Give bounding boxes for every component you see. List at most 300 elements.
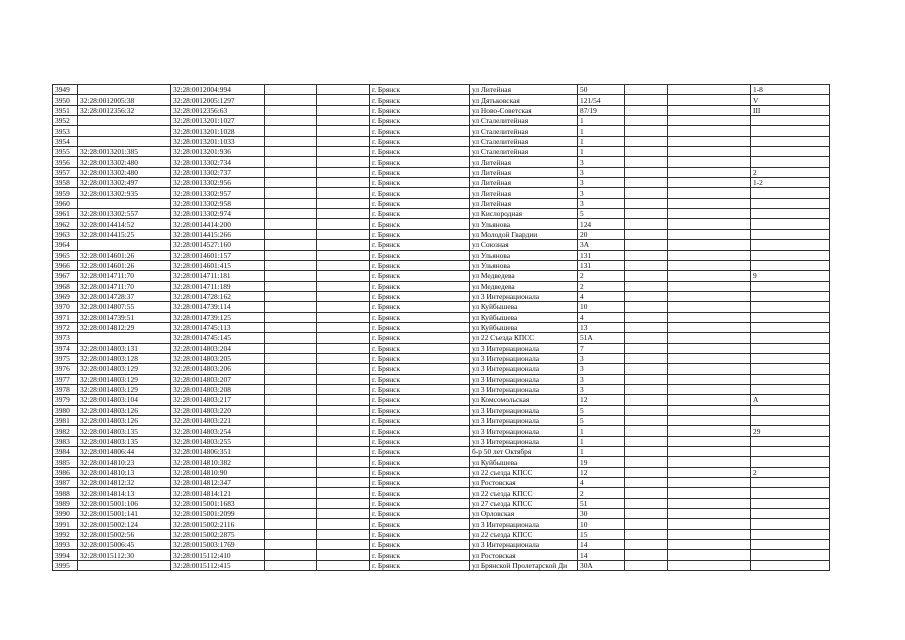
empty-cell-c (625, 167, 668, 177)
unit-cell (751, 209, 830, 219)
street-cell: ул Куйбышева (470, 322, 578, 332)
house-number-cell: 3 (578, 178, 625, 188)
cadastral-parcel-cell: 32:28:0014414:52 (78, 219, 171, 229)
empty-cell-c (625, 384, 668, 394)
row-number-cell: 3990 (53, 509, 78, 519)
empty-cell-d (668, 333, 751, 343)
cadastral-parcel-cell (78, 240, 171, 250)
street-cell: ул 3 Интернационала (470, 416, 578, 426)
house-number-cell: 1 (578, 116, 625, 126)
empty-cell-b (317, 312, 370, 322)
empty-cell-c (625, 322, 668, 332)
city-cell: г. Брянск (370, 384, 470, 394)
empty-cell-d (668, 291, 751, 301)
unit-cell (751, 353, 830, 363)
cadastral-parcel-cell: 32:28:0014711:70 (78, 281, 171, 291)
empty-cell-b (317, 457, 370, 467)
empty-cell-b (317, 333, 370, 343)
cadastral-parcel-cell: 32:28:0014803:129 (78, 384, 171, 394)
cadastral-parcel-cell: 32:28:0014812:32 (78, 478, 171, 488)
unit-cell (751, 157, 830, 167)
empty-cell-a (265, 312, 317, 322)
empty-cell-d (668, 188, 751, 198)
row-number-cell: 3958 (53, 178, 78, 188)
cadastral-parcel-cell: 32:28:0013201:385 (78, 147, 171, 157)
street-cell: ул Литейная (470, 157, 578, 167)
empty-cell-a (265, 374, 317, 384)
empty-cell-a (265, 302, 317, 312)
cadastral-object-cell: 32:28:0015001:1683 (171, 498, 265, 508)
cadastral-parcel-cell: 32:28:0015006:45 (78, 540, 171, 550)
empty-cell-b (317, 560, 370, 570)
table-row (53, 95, 830, 105)
city-cell: г. Брянск (370, 219, 470, 229)
city-cell: г. Брянск (370, 147, 470, 157)
empty-cell-c (625, 281, 668, 291)
house-number-cell: 50 (578, 85, 625, 95)
unit-cell (751, 229, 830, 239)
empty-cell-a (265, 498, 317, 508)
empty-cell-b (317, 519, 370, 529)
unit-cell (751, 519, 830, 529)
unit-cell (751, 478, 830, 488)
street-cell: ул Куйбышева (470, 457, 578, 467)
unit-cell (751, 550, 830, 560)
empty-cell-b (317, 291, 370, 301)
table-row (53, 509, 830, 519)
empty-cell-a (265, 457, 317, 467)
house-number-cell: 3 (578, 364, 625, 374)
empty-cell-a (265, 229, 317, 239)
house-number-cell: 5 (578, 209, 625, 219)
house-number-cell: 14 (578, 550, 625, 560)
city-cell: г. Брянск (370, 467, 470, 477)
house-number-cell: 3 (578, 353, 625, 363)
cadastral-object-cell: 32:28:0014745:145 (171, 333, 265, 343)
table-row (53, 478, 830, 488)
table-row (53, 498, 830, 508)
cadastral-parcel-cell: 32:28:0014711:70 (78, 271, 171, 281)
table-row (53, 240, 830, 250)
house-number-cell: 12 (578, 395, 625, 405)
unit-cell (751, 488, 830, 498)
empty-cell-a (265, 488, 317, 498)
empty-cell-a (265, 416, 317, 426)
cadastral-object-cell: 32:28:0014415:266 (171, 229, 265, 239)
cadastral-object-cell: 32:28:0014711:181 (171, 271, 265, 281)
empty-cell-d (668, 353, 751, 363)
empty-cell-a (265, 364, 317, 374)
table-row (53, 312, 830, 322)
empty-cell-b (317, 105, 370, 115)
cadastral-object-cell: 32:28:0014810:90 (171, 467, 265, 477)
street-cell: ул Кислородная (470, 209, 578, 219)
table-row (53, 105, 830, 115)
cadastral-parcel-cell: 32:28:0015001:106 (78, 498, 171, 508)
empty-cell-c (625, 509, 668, 519)
row-number-cell: 3979 (53, 395, 78, 405)
empty-cell-d (668, 147, 751, 157)
street-cell: ул 3 Интернационала (470, 405, 578, 415)
cadastral-parcel-cell (78, 333, 171, 343)
table-row (53, 126, 830, 136)
empty-cell-c (625, 478, 668, 488)
empty-cell-a (265, 105, 317, 115)
house-number-cell: 10 (578, 519, 625, 529)
row-number-cell: 3985 (53, 457, 78, 467)
table-row (53, 333, 830, 343)
empty-cell-a (265, 467, 317, 477)
cadastral-parcel-cell: 32:28:0014803:126 (78, 416, 171, 426)
cadastral-parcel-cell: 32:28:0014803:128 (78, 353, 171, 363)
empty-cell-a (265, 281, 317, 291)
unit-cell (751, 447, 830, 457)
cadastral-object-cell: 32:28:0014814:121 (171, 488, 265, 498)
house-number-cell: 3А (578, 240, 625, 250)
empty-cell-c (625, 271, 668, 281)
table-row (53, 260, 830, 270)
city-cell: г. Брянск (370, 519, 470, 529)
house-number-cell: 4 (578, 291, 625, 301)
empty-cell-b (317, 271, 370, 281)
street-cell: ул 3 Интернационала (470, 374, 578, 384)
empty-cell-d (668, 240, 751, 250)
empty-cell-d (668, 509, 751, 519)
empty-cell-b (317, 405, 370, 415)
row-number-cell: 3967 (53, 271, 78, 281)
table-row (53, 436, 830, 446)
row-number-cell: 3956 (53, 157, 78, 167)
row-number-cell: 3984 (53, 447, 78, 457)
cadastral-parcel-cell: 32:28:0014803:135 (78, 436, 171, 446)
row-number-cell: 3950 (53, 95, 78, 105)
cadastral-parcel-cell: 32:28:0014812:29 (78, 322, 171, 332)
house-number-cell: 2 (578, 271, 625, 281)
cadastral-object-cell: 32:28:0014728:162 (171, 291, 265, 301)
cadastral-parcel-cell: 32:28:0014803:129 (78, 374, 171, 384)
street-cell: ул 3 Интернационала (470, 519, 578, 529)
empty-cell-d (668, 416, 751, 426)
house-number-cell: 1 (578, 136, 625, 146)
cadastral-object-cell: 32:28:0014803:205 (171, 353, 265, 363)
street-cell: ул Медведева (470, 281, 578, 291)
empty-cell-a (265, 560, 317, 570)
house-number-cell: 5 (578, 416, 625, 426)
table-row (53, 219, 830, 229)
street-cell: ул 3 Интернационала (470, 291, 578, 301)
cadastral-object-cell: 32:28:0014527:160 (171, 240, 265, 250)
empty-cell-d (668, 478, 751, 488)
empty-cell-d (668, 447, 751, 457)
table-row (53, 291, 830, 301)
unit-cell (751, 198, 830, 208)
street-cell: ул 3 Интернационала (470, 540, 578, 550)
row-number-cell: 3993 (53, 540, 78, 550)
row-number-cell: 3988 (53, 488, 78, 498)
empty-cell-a (265, 291, 317, 301)
empty-cell-d (668, 126, 751, 136)
empty-cell-b (317, 260, 370, 270)
empty-cell-a (265, 405, 317, 415)
row-number-cell: 3955 (53, 147, 78, 157)
table-row (53, 85, 830, 95)
cadastral-parcel-cell: 32:28:0014415:25 (78, 229, 171, 239)
city-cell: г. Брянск (370, 333, 470, 343)
empty-cell-b (317, 322, 370, 332)
city-cell: г. Брянск (370, 478, 470, 488)
street-cell: ул Куйбышева (470, 312, 578, 322)
empty-cell-a (265, 188, 317, 198)
cadastral-object-cell: 32:28:0014803:206 (171, 364, 265, 374)
empty-cell-d (668, 395, 751, 405)
empty-cell-c (625, 188, 668, 198)
house-number-cell: 4 (578, 312, 625, 322)
unit-cell (751, 322, 830, 332)
empty-cell-a (265, 478, 317, 488)
house-number-cell: 14 (578, 540, 625, 550)
empty-cell-b (317, 540, 370, 550)
empty-cell-c (625, 291, 668, 301)
empty-cell-c (625, 136, 668, 146)
empty-cell-a (265, 353, 317, 363)
unit-cell (751, 116, 830, 126)
street-cell: ул 3 Интернационала (470, 436, 578, 446)
empty-cell-b (317, 240, 370, 250)
unit-cell: V (751, 95, 830, 105)
empty-cell-c (625, 95, 668, 105)
row-number-cell: 3949 (53, 85, 78, 95)
row-number-cell: 3995 (53, 560, 78, 570)
cadastral-parcel-cell: 32:28:0015002:56 (78, 529, 171, 539)
empty-cell-b (317, 209, 370, 219)
cadastral-object-cell: 32:28:0015003:1769 (171, 540, 265, 550)
empty-cell-a (265, 436, 317, 446)
house-number-cell: 13 (578, 322, 625, 332)
cadastral-parcel-cell: 32:28:0013302:557 (78, 209, 171, 219)
empty-cell-a (265, 260, 317, 270)
cadastral-object-cell: 32:28:0014812:347 (171, 478, 265, 488)
unit-cell (751, 291, 830, 301)
cadastral-parcel-cell (78, 126, 171, 136)
empty-cell-d (668, 498, 751, 508)
empty-cell-c (625, 116, 668, 126)
cadastral-object-cell: 32:28:0014806:351 (171, 447, 265, 457)
street-cell: ул Литейная (470, 178, 578, 188)
row-number-cell: 3964 (53, 240, 78, 250)
city-cell: г. Брянск (370, 209, 470, 219)
row-number-cell: 3952 (53, 116, 78, 126)
cadastral-object-cell: 32:28:0014803:255 (171, 436, 265, 446)
table-row (53, 426, 830, 436)
empty-cell-a (265, 157, 317, 167)
city-cell: г. Брянск (370, 312, 470, 322)
row-number-cell: 3986 (53, 467, 78, 477)
cadastral-object-cell: 32:28:0014601:415 (171, 260, 265, 270)
empty-cell-d (668, 219, 751, 229)
empty-cell-b (317, 353, 370, 363)
empty-cell-b (317, 529, 370, 539)
row-number-cell: 3959 (53, 188, 78, 198)
row-number-cell: 3972 (53, 322, 78, 332)
table-row (53, 147, 830, 157)
cadastral-object-cell: 32:28:0015001:2099 (171, 509, 265, 519)
row-number-cell: 3954 (53, 136, 78, 146)
table-row (53, 405, 830, 415)
city-cell: г. Брянск (370, 498, 470, 508)
table-row (53, 447, 830, 457)
cadastral-parcel-cell (78, 136, 171, 146)
empty-cell-c (625, 312, 668, 322)
unit-cell (751, 529, 830, 539)
empty-cell-c (625, 260, 668, 270)
city-cell: г. Брянск (370, 291, 470, 301)
cadastral-parcel-cell (78, 85, 171, 95)
empty-cell-a (265, 333, 317, 343)
house-number-cell: 1 (578, 436, 625, 446)
street-cell: ул 3 Интернационала (470, 364, 578, 374)
unit-cell (751, 405, 830, 415)
row-number-cell: 3978 (53, 384, 78, 394)
row-number-cell: 3968 (53, 281, 78, 291)
house-number-cell: 15 (578, 529, 625, 539)
street-cell: ул Сталелитейная (470, 116, 578, 126)
row-number-cell: 3957 (53, 167, 78, 177)
house-number-cell: 12 (578, 467, 625, 477)
street-cell: ул 22 съезда КПСС (470, 488, 578, 498)
unit-cell (751, 250, 830, 260)
empty-cell-c (625, 467, 668, 477)
cadastral-parcel-cell: 32:28:0014810:23 (78, 457, 171, 467)
city-cell: г. Брянск (370, 105, 470, 115)
empty-cell-d (668, 457, 751, 467)
table-row (53, 343, 830, 353)
empty-cell-d (668, 198, 751, 208)
unit-cell (751, 240, 830, 250)
street-cell: б-р 50 лет Октября (470, 447, 578, 457)
cadastral-object-cell: 32:28:0013201:1027 (171, 116, 265, 126)
cadastral-object-cell: 32:28:0015112:415 (171, 560, 265, 570)
unit-cell (751, 188, 830, 198)
cadastral-object-cell: 32:28:0013302:956 (171, 178, 265, 188)
unit-cell (751, 333, 830, 343)
empty-cell-d (668, 281, 751, 291)
house-number-cell: 1 (578, 147, 625, 157)
table-row (53, 550, 830, 560)
empty-cell-a (265, 384, 317, 394)
cadastral-object-cell: 32:28:0012005:1297 (171, 95, 265, 105)
empty-cell-c (625, 364, 668, 374)
city-cell: г. Брянск (370, 281, 470, 291)
empty-cell-b (317, 126, 370, 136)
unit-cell (751, 312, 830, 322)
empty-cell-c (625, 405, 668, 415)
empty-cell-a (265, 126, 317, 136)
empty-cell-c (625, 209, 668, 219)
city-cell: г. Брянск (370, 343, 470, 353)
empty-cell-d (668, 229, 751, 239)
row-number-cell: 3975 (53, 353, 78, 363)
street-cell: ул 3 Интернационала (470, 426, 578, 436)
empty-cell-c (625, 333, 668, 343)
city-cell: г. Брянск (370, 178, 470, 188)
cadastral-parcel-cell: 32:28:0015002:124 (78, 519, 171, 529)
cadastral-object-cell: 32:28:0014803:254 (171, 426, 265, 436)
table-row (53, 281, 830, 291)
empty-cell-b (317, 302, 370, 312)
empty-cell-d (668, 426, 751, 436)
table-row (53, 416, 830, 426)
street-cell: ул Союзная (470, 240, 578, 250)
empty-cell-b (317, 395, 370, 405)
empty-cell-c (625, 416, 668, 426)
empty-cell-a (265, 178, 317, 188)
street-cell: ул 22 Съезда КПСС (470, 333, 578, 343)
unit-cell (751, 498, 830, 508)
empty-cell-b (317, 188, 370, 198)
street-cell: ул Комсомольская (470, 395, 578, 405)
empty-cell-b (317, 488, 370, 498)
street-cell: ул Молодой Гвардии (470, 229, 578, 239)
empty-cell-d (668, 550, 751, 560)
empty-cell-b (317, 478, 370, 488)
empty-cell-a (265, 322, 317, 332)
cadastral-object-cell: 32:28:0014739:114 (171, 302, 265, 312)
cadastral-parcel-cell: 32:28:0014739:51 (78, 312, 171, 322)
house-number-cell: 3 (578, 167, 625, 177)
city-cell: г. Брянск (370, 229, 470, 239)
empty-cell-b (317, 550, 370, 560)
empty-cell-d (668, 322, 751, 332)
empty-cell-d (668, 167, 751, 177)
city-cell: г. Брянск (370, 85, 470, 95)
street-cell: ул 3 Интернационала (470, 343, 578, 353)
city-cell: г. Брянск (370, 250, 470, 260)
empty-cell-c (625, 498, 668, 508)
house-number-cell: 131 (578, 250, 625, 260)
unit-cell (751, 384, 830, 394)
street-cell: ул Брянской Пролетарской Ди (470, 560, 578, 570)
city-cell: г. Брянск (370, 260, 470, 270)
unit-cell: 1-8 (751, 85, 830, 95)
empty-cell-b (317, 343, 370, 353)
cadastral-parcel-cell: 32:28:0014814:13 (78, 488, 171, 498)
empty-cell-c (625, 343, 668, 353)
cadastral-parcel-cell: 32:28:0014810:13 (78, 467, 171, 477)
empty-cell-c (625, 529, 668, 539)
empty-cell-c (625, 198, 668, 208)
house-number-cell: 20 (578, 229, 625, 239)
cadastral-parcel-cell: 32:28:0013302:935 (78, 188, 171, 198)
street-cell: ул 3 Интернационала (470, 384, 578, 394)
unit-cell (751, 540, 830, 550)
empty-cell-d (668, 157, 751, 167)
empty-cell-c (625, 105, 668, 115)
empty-cell-d (668, 260, 751, 270)
empty-cell-a (265, 116, 317, 126)
house-number-cell: 3 (578, 188, 625, 198)
street-cell: ул Литейная (470, 198, 578, 208)
cadastral-object-cell: 32:28:0013302:974 (171, 209, 265, 219)
empty-cell-b (317, 95, 370, 105)
empty-cell-b (317, 281, 370, 291)
table-row (53, 229, 830, 239)
empty-cell-c (625, 302, 668, 312)
empty-cell-d (668, 529, 751, 539)
empty-cell-a (265, 136, 317, 146)
table-row (53, 188, 830, 198)
empty-cell-b (317, 374, 370, 384)
row-number-cell: 3960 (53, 198, 78, 208)
